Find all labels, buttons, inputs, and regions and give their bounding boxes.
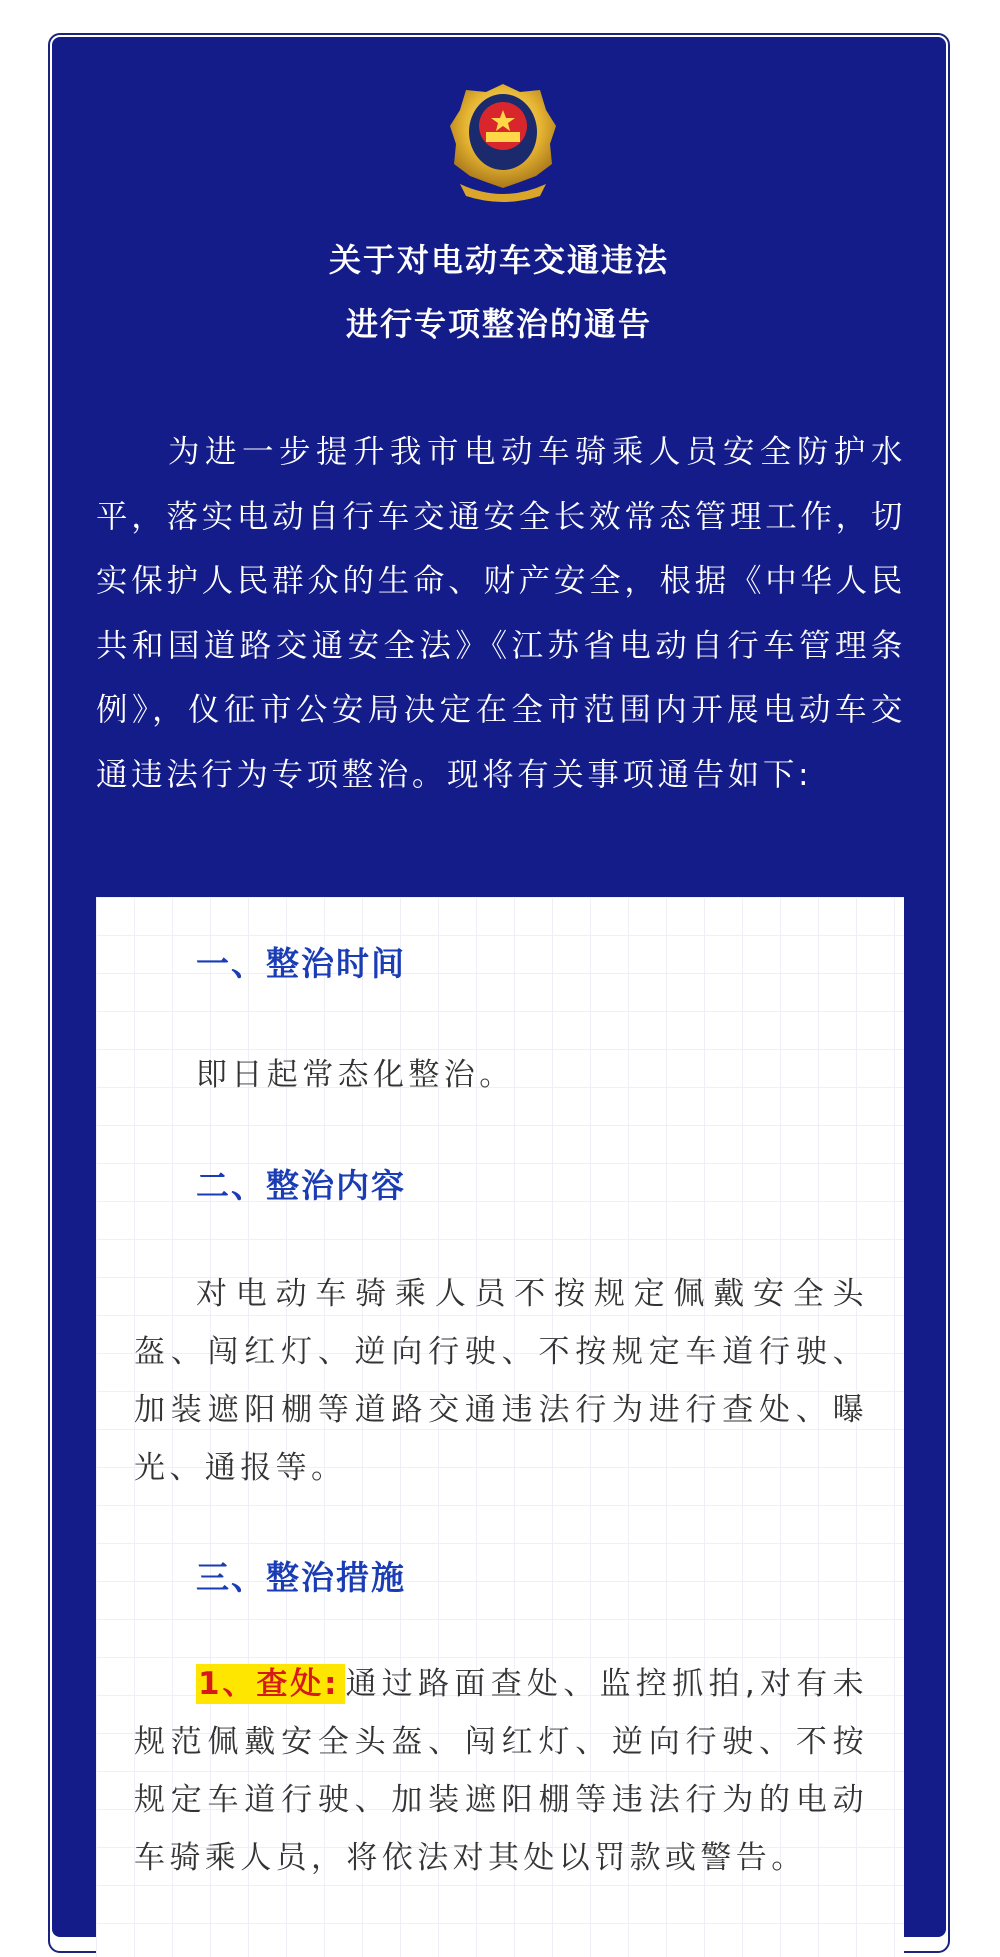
notice-intro-paragraph: 为进一步提升我市电动车骑乘人员安全防护水平，落实电动自行车交通安全长效常态管理工作，切实保护人民群众的生命、财产安全，根据《中华人民共和国道路交通安全法》《江苏省电动自行车管理条例》，仪征市公安局决定在全市范围内开展电动车交通违法行为专项整治。现将有关事项通告如下: [96, 434, 906, 793]
section-body-time: 即日起常态化整治。 [196, 1057, 515, 1093]
measure-text: 通过路面查处、监控抓拍,对有未规范佩戴安全头盔、闯红灯、逆向行驶、不按规定车道行驶、加装遮阳棚等违法行为的电动车骑乘人员，将依法对其处以罚款或警告。 [134, 1666, 869, 1876]
section-heading-time: 一、整治时间 [196, 944, 406, 983]
measure-item-1 [134, 1655, 868, 1887]
section-heading-content: 二、整治内容 [196, 1166, 406, 1205]
section-body-content: 对电动车骑乘人员不按规定佩戴安全头盔、闯红灯、逆向行驶、不按规定车道行驶、加装遮阳棚等道路交通违法行为进行查处、曝光、通报等。 [134, 1276, 868, 1486]
police-emblem-icon [448, 80, 558, 202]
notice-title-line2: 进行专项整治的通告 [345, 305, 652, 343]
section-heading-measures: 三、整治措施 [196, 1558, 406, 1597]
notice-title-line1: 关于对电动车交通违法 [328, 241, 669, 279]
measure-label-highlight: 1、查处: [196, 1664, 345, 1704]
